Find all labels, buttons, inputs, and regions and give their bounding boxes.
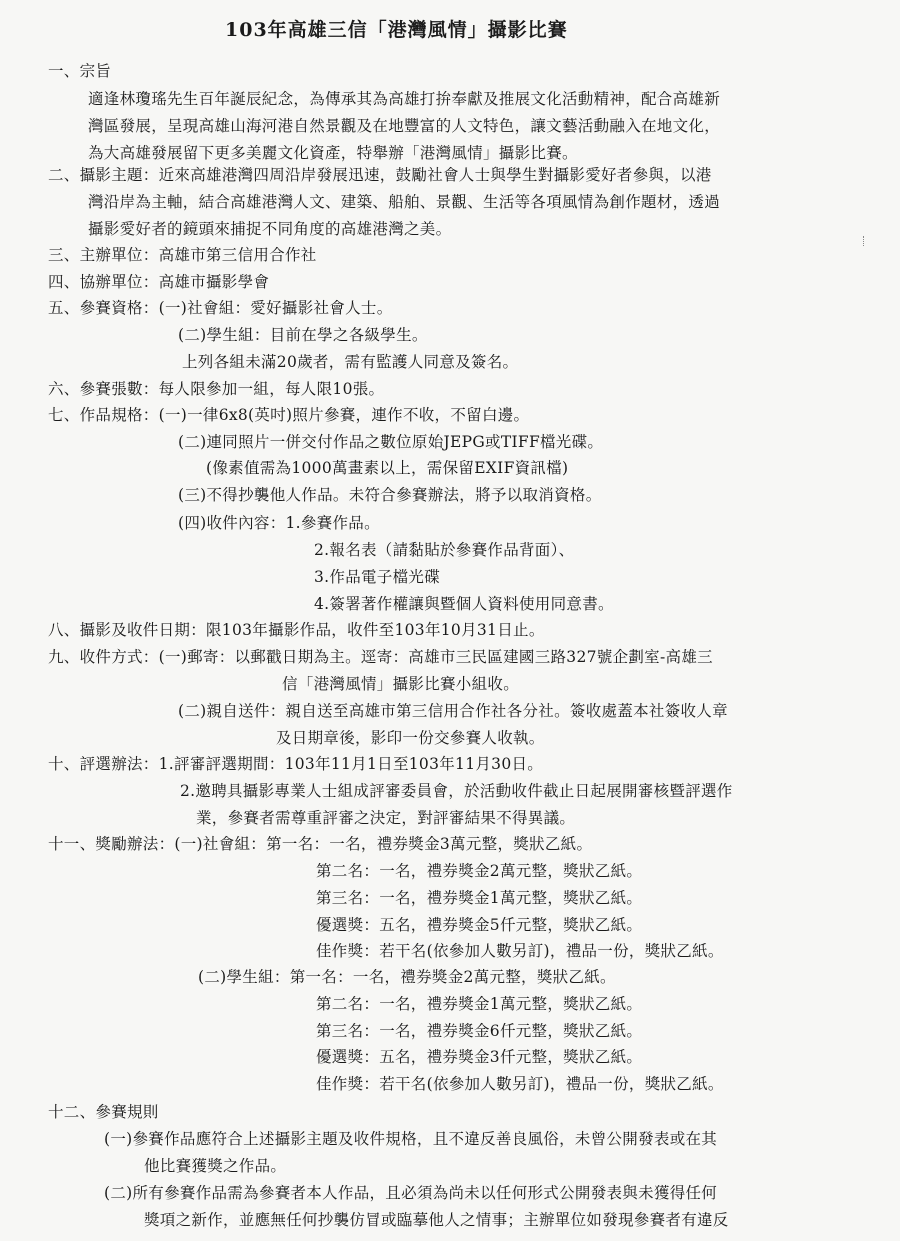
sec7-line-2: (二)連同照片一併交付作品之數位原始JEPG或TIFF檔光碟。 bbox=[178, 433, 604, 451]
sec11-student-honorable: 佳作獎：若干名(依參加人數另訂)，禮品一份，獎狀乙紙。 bbox=[316, 1075, 724, 1093]
sec1-line-1: 適逢林瓊瑤先生百年誕辰紀念，為傳承其為高雄打拚奉獻及推展文化活動精神，配合高雄新 bbox=[88, 90, 721, 108]
sec10-line-3: 業，參賽者需尊重評審之決定，對評審結果不得異議。 bbox=[196, 809, 576, 827]
sec9-line-2: 信「港灣風情」攝影比賽小組收。 bbox=[282, 675, 520, 693]
sec12-rule2-line1: (二)所有參賽作品需為參賽者本人作品，且必須為尚未以任何形式公開發表與未獲得任何 bbox=[104, 1184, 718, 1202]
sec7-line-7: 3.作品電子檔光碟 bbox=[314, 568, 440, 586]
sec11-student-merit: 優選獎：五名，禮券獎金3仟元整，獎狀乙紙。 bbox=[316, 1048, 643, 1066]
sec12-rule1-line2: 他比賽獲獎之作品。 bbox=[144, 1157, 287, 1175]
sec2-line-2: 灣沿岸為主軸，結合高雄港灣人文、建築、船舶、景觀、生活等各項風情為創作題材，透過 bbox=[88, 193, 721, 211]
sec9-line-3: (二)親自送件：親自送至高雄市第三信用合作社各分社。簽收處蓋本社簽收人章 bbox=[178, 702, 728, 720]
sec5-line-1: 五、參賽資格：(一)社會組：愛好攝影社會人士。 bbox=[48, 299, 393, 317]
sec9-line-1: 九、收件方式：(一)郵寄：以郵戳日期為主。逕寄：高雄市三民區建國三路327號企劃室-高雄三 bbox=[48, 648, 713, 666]
sec12-rule1-line1: (一)參賽作品應符合上述攝影主題及收件規格，且不違反善良風俗，未曾公開發表或在其 bbox=[104, 1130, 718, 1148]
sec2-line-3: 攝影愛好者的鏡頭來捕捉不同角度的高雄港灣之美。 bbox=[88, 220, 452, 238]
sec5-line-3: 上列各組未滿20歲者，需有監護人同意及簽名。 bbox=[182, 353, 519, 371]
sec9-line-4: 及日期章後，影印一份交參賽人收執。 bbox=[276, 729, 545, 747]
sec5-line-2: (二)學生組：目前在學之各級學生。 bbox=[178, 326, 428, 344]
sec1-heading: 一、宗旨 bbox=[48, 62, 112, 80]
sec11-social-2: 第二名：一名，禮券獎金2萬元整，獎狀乙紙。 bbox=[316, 862, 643, 880]
sec1-line-3: 為大高雄發展留下更多美麗文化資產，特舉辦「港灣風情」攝影比賽。 bbox=[88, 144, 578, 162]
document-title: 103年高雄三信「港灣風情」攝影比賽 bbox=[225, 19, 568, 41]
sec12-heading: 十二、參賽規則 bbox=[48, 1103, 159, 1121]
sec7-line-8: 4.簽署著作權讓與暨個人資料使用同意書。 bbox=[314, 595, 614, 613]
sec7-line-1: 七、作品規格：(一)一律6x8(英吋)照片參賽，連作不收，不留白邊。 bbox=[48, 406, 530, 424]
scan-speck bbox=[863, 236, 870, 246]
sec7-line-4: (三)不得抄襲他人作品。未符合參賽辦法，將予以取消資格。 bbox=[178, 486, 602, 504]
sec7-line-5: (四)收件內容：1.參賽作品。 bbox=[178, 514, 380, 532]
sec2-line-1: 二、攝影主題：近來高雄港灣四周沿岸發展迅速，鼓勵社會人士與學生對攝影愛好者參與，以港 bbox=[48, 166, 712, 184]
sec11-student-1: (二)學生組：第一名：一名，禮券獎金2萬元整，獎狀乙紙。 bbox=[198, 968, 616, 986]
sec10-line-2: 2.邀聘具攝影專業人士組成評審委員會，於活動收件截止日起展開審核暨評選作 bbox=[180, 782, 733, 800]
sec11-student-3: 第三名：一名，禮券獎金6仟元整，獎狀乙紙。 bbox=[316, 1022, 643, 1040]
sec11-social-honorable: 佳作獎：若干名(依參加人數另訂)，禮品一份，獎狀乙紙。 bbox=[316, 942, 724, 960]
sec1-line-2: 灣區發展，呈現高雄山海河港自然景觀及在地豐富的人文特色，讓文藝活動融入在地文化， bbox=[88, 117, 721, 135]
sec11-social-3: 第三名：一名，禮券獎金1萬元整，獎狀乙紙。 bbox=[316, 889, 643, 907]
sec7-line-3: (像素值需為1000萬畫素以上，需保留EXIF資訊檔) bbox=[206, 459, 569, 477]
sec10-line-1: 十、評選辦法：1.評審評選期間：103年11月1日至103年11月30日。 bbox=[48, 755, 544, 773]
sec12-rule2-line2: 獎項之新作，並應無任何抄襲仿冒或臨摹他人之情事；主辦單位如發現參賽者有違反 bbox=[144, 1211, 729, 1229]
sec11-student-2: 第二名：一名，禮券獎金1萬元整，獎狀乙紙。 bbox=[316, 995, 643, 1013]
sec3-organizer: 三、主辦單位：高雄市第三信用合作社 bbox=[48, 246, 317, 264]
sec11-line-1: 十一、獎勵辦法：(一)社會組：第一名：一名，禮券獎金3萬元整，獎狀乙紙。 bbox=[48, 835, 593, 853]
sec7-line-6: 2.報名表（請黏貼於參賽作品背面）、 bbox=[314, 541, 575, 559]
sec11-social-merit: 優選獎：五名，禮券獎金5仟元整，獎狀乙紙。 bbox=[316, 916, 643, 934]
sec6-entries: 六、參賽張數：每人限參加一組，每人限10張。 bbox=[48, 380, 385, 398]
sec8-dates: 八、攝影及收件日期：限103年攝影作品，收件至103年10月31日止。 bbox=[48, 621, 545, 639]
sec4-co-organizer: 四、協辦單位：高雄市攝影學會 bbox=[48, 273, 270, 291]
